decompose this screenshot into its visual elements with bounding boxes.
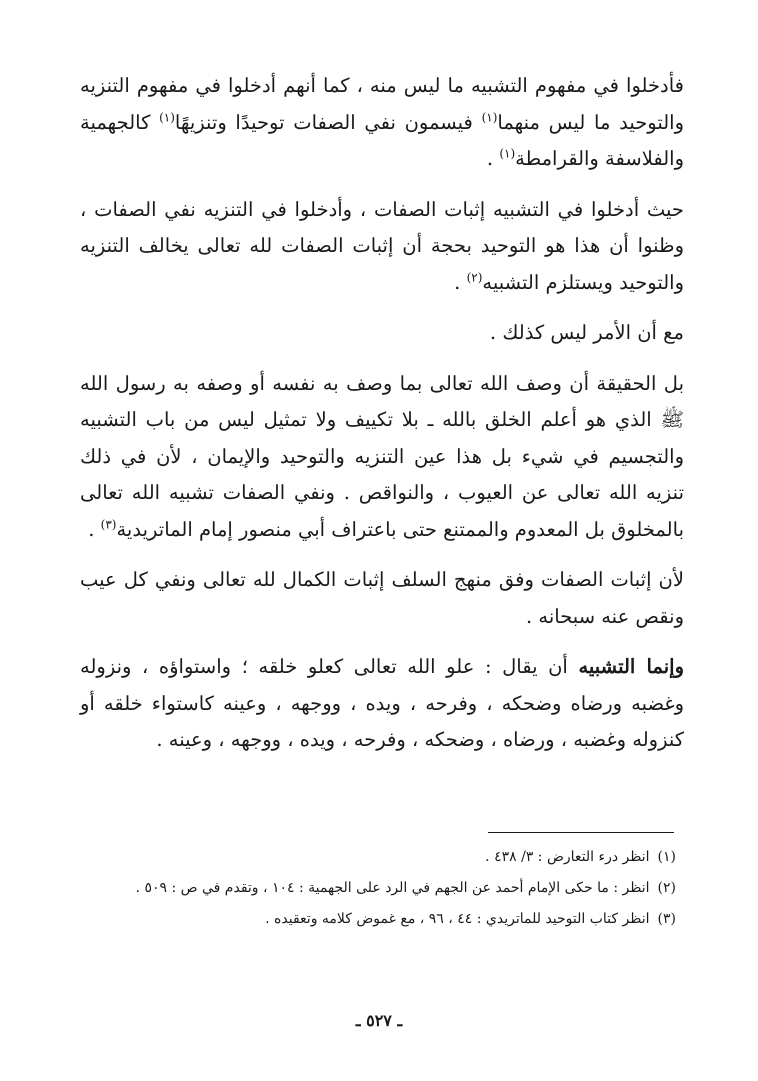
paragraph-text: مع أن الأمر ليس كذلك . xyxy=(489,321,684,344)
footnote-text: انظر : ما حكى الإمام أحمد عن الجهم في الرد على الجهمية : ١٠٤ ، وتقدم في ص : ٥٠٩ . xyxy=(135,880,650,896)
paragraph-text: كالجهمية والفلاسفة والقرامطة xyxy=(80,110,684,170)
footnote xyxy=(100,843,676,871)
footnote-reference: (١) xyxy=(159,110,175,124)
paragraph-text: حيث أدخلوا في التشبيه إثبات الصفات ، وأدخلوا في التنزيه نفي الصفات ، وظنوا أن هذا هو التوحيد بحجة أن إثبات الصفات لله تعالى يخالف التنزيه والتوحيد ويستلزم التشبيه xyxy=(80,197,684,294)
paragraph xyxy=(80,315,684,352)
footnote xyxy=(100,874,676,902)
paragraph-text: فأدخلوا في مفهوم التشبيه ما ليس منه ، كما أنهم أدخلوا في مفهوم التنزيه والتوحيد ما ليس منهما xyxy=(80,74,684,134)
footnote-divider xyxy=(488,832,674,833)
paragraph-text: بل الحقيقة أن وصف الله تعالى بما وصف به نفسه أو وصفه به رسول الله ﷺ الذي هو أعلم الخلق بالله ـ بلا تكييف ولا تمثيل ليس من باب التشبيه والتجسيم في شيء بل هذا عين التنزيه والتوحيد والإيمان ، لأن في ذلك تنزيه الله تعالى عن العيوب ، والنواقص . ونفي الصفات تشبيه الله تعالى بالمخلوق بل المعدوم والممتنع حتى باعتراف أبي منصور إمام الماتريدية xyxy=(80,371,684,541)
footnote-number: (١) xyxy=(657,849,676,865)
paragraph-text: فيسمون نفي الصفات توحيدًا وتنزيهًا xyxy=(174,110,482,134)
footnote-number: (٣) xyxy=(657,911,676,927)
paragraph xyxy=(80,366,684,549)
paragraph-text: . xyxy=(454,270,467,294)
bold-lead-text: وإنما التشبيه xyxy=(578,655,684,678)
paragraph xyxy=(80,68,684,178)
paragraph xyxy=(80,192,684,302)
footnote-text: انظر كتاب التوحيد للماتريدي : ٤٤ ، ٩٦ ، مع غموض كلامه وتعقيده . xyxy=(265,911,650,927)
footnote-text: انظر درء التعارض : ٣/ ٤٣٨ . xyxy=(485,849,650,865)
body-text xyxy=(80,68,684,773)
paragraph-text: لأن إثبات الصفات وفق منهج السلف إثبات الكمال لله تعالى ونفي كل عيب ونقص عنه سبحانه . xyxy=(80,568,684,628)
paragraph xyxy=(80,649,684,759)
paragraph xyxy=(80,562,684,635)
paragraph-text: أن يقال : علو الله تعالى كعلو خلقه ؛ واستواؤه ، ونزوله وغضبه ورضاه وضحكه ، وفرحه ، ويده ، ووجهه ، وعينه كاستواء خلقه أو كنزوله وغضبه ، ورضاه ، وضحكه ، وفرحه ، ويده ، ووجهه ، وعينه . xyxy=(80,655,684,751)
footnote-reference: (٢) xyxy=(466,270,483,284)
paragraph-text: . xyxy=(486,147,500,170)
footnote xyxy=(100,905,676,933)
footnote-reference: (١) xyxy=(499,146,516,161)
footnote-reference: (١) xyxy=(481,110,498,124)
footnote-number: (٢) xyxy=(657,880,676,896)
footnotes xyxy=(100,843,676,936)
paragraph-text: . xyxy=(88,517,101,541)
footnote-reference: (٣) xyxy=(100,517,117,531)
page-number: ـ ٥٢٧ ـ xyxy=(355,1011,403,1030)
